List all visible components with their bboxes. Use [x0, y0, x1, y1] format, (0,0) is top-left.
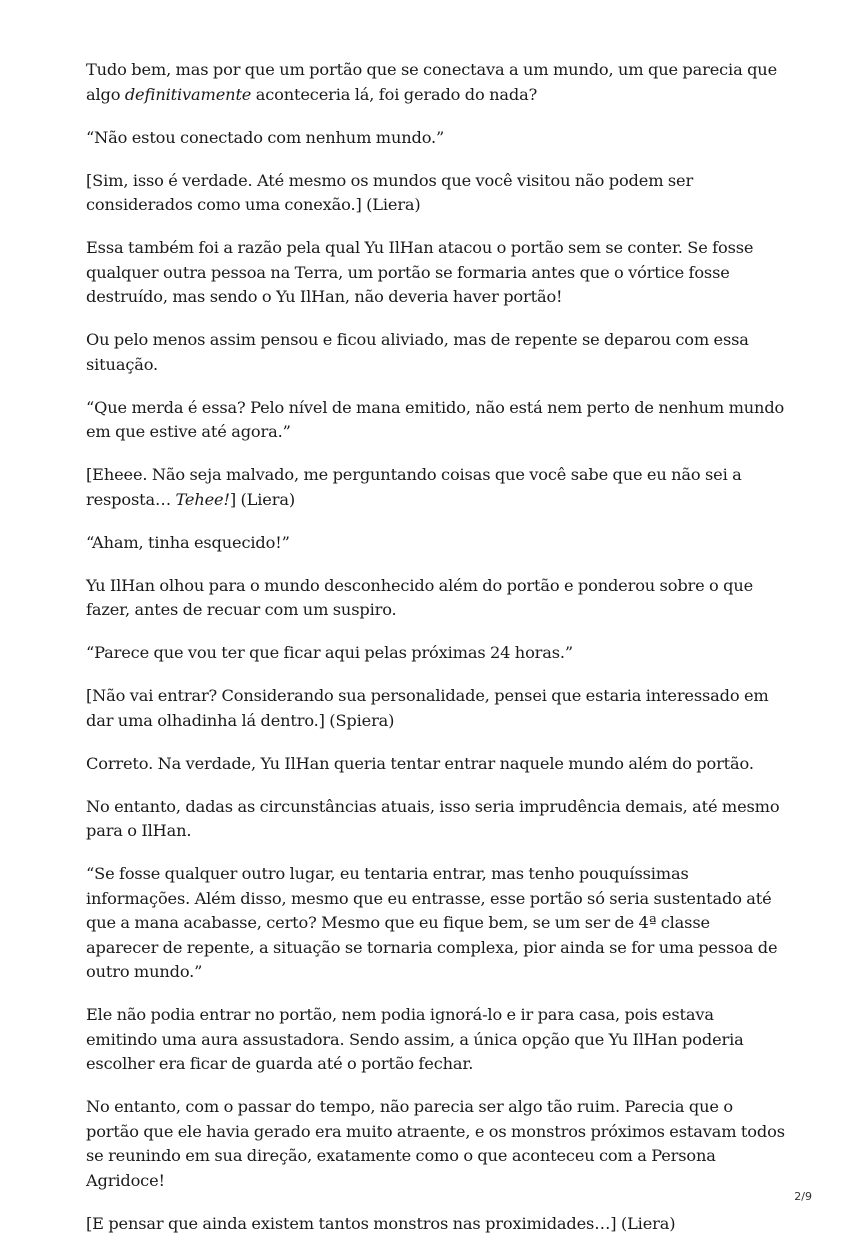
- paragraph: [86, 752, 786, 777]
- paragraph-text: [Não vai entrar? Considerando sua personalidade, pensei que estaria interessado em dar uma olhadinha lá dentro.] (Spiera): [86, 686, 769, 730]
- paragraph-text: [Eheee. Não seja malvado, me perguntando coisas que você sabe que eu não sei a resposta…: [86, 465, 742, 509]
- paragraph-text: Yu IlHan olhou para o mundo desconhecido além do portão e ponderou sobre o que fazer, antes de recuar com um suspiro.: [86, 575, 754, 619]
- paragraph-text: Tudo bem, mas por que um portão que se conectava a um mundo, um que parecia que algo: [86, 60, 777, 104]
- paragraph-text: ] (Liera): [229, 489, 295, 509]
- paragraph: [86, 641, 786, 666]
- paragraph-text: Ou pelo menos assim pensou e ficou aliviado, mas de repente se deparou com essa situação.: [86, 330, 749, 374]
- paragraph: [86, 396, 786, 445]
- emphasized-text: definitivamente: [124, 84, 252, 104]
- paragraph-text: “Não estou conectado com nenhum mundo.”: [86, 127, 445, 147]
- paragraph: [86, 574, 786, 623]
- paragraph: [86, 531, 786, 556]
- paragraph-text: “Se fosse qualquer outro lugar, eu tentaria entrar, mas tenho pouquíssimas informações. Além disso, mesmo que eu entrasse, esse portão só seria sustentado até que a mana acabasse, certo? Mesmo que eu fique bem, se um ser de 4ª classe aparecer de repente, a situação se tornaria complexa, pior ainda se for uma pessoa de outro mundo.”: [86, 864, 778, 981]
- page-number: 2/9: [794, 1190, 812, 1203]
- paragraph-text: [Sim, isso é verdade. Até mesmo os mundos que você visitou não podem ser considerados como uma conexão.] (Liera): [86, 170, 694, 214]
- paragraph: [86, 328, 786, 377]
- paragraph-text: Ele não podia entrar no portão, nem podia ignorá-lo e ir para casa, pois estava emitindo uma aura assustadora. Sendo assim, a única opção que Yu IlHan poderia escolher era ficar de guarda até o portão fechar.: [86, 1005, 744, 1073]
- paragraph: [86, 169, 786, 218]
- paragraph-text: aconteceria lá, foi gerado do nada?: [251, 84, 538, 104]
- paragraph: [86, 684, 786, 733]
- paragraph: [86, 795, 786, 844]
- emphasized-text: Tehee!: [175, 489, 230, 509]
- paragraph-text: Essa também foi a razão pela qual Yu IlHan atacou o portão sem se conter. Se fosse qualquer outra pessoa na Terra, um portão se formaria antes que o vórtice fosse destruído, mas sendo o Yu IlHan, não deveria haver portão!: [86, 238, 754, 306]
- document-body: [86, 58, 786, 1255]
- paragraph: [86, 1003, 786, 1077]
- paragraph: [86, 1212, 786, 1237]
- paragraph: [86, 126, 786, 151]
- paragraph-text: “Parece que vou ter que ficar aqui pelas próximas 24 horas.”: [86, 643, 574, 662]
- paragraph: [86, 1095, 786, 1193]
- paragraph: [86, 862, 786, 985]
- paragraph-text: Correto. Na verdade, Yu IlHan queria tentar entrar naquele mundo além do portão.: [86, 753, 754, 773]
- paragraph: [86, 236, 786, 310]
- paragraph-text: [E pensar que ainda existem tantos monstros nas proximidades…] (Liera): [86, 1213, 676, 1233]
- paragraph: [86, 58, 786, 107]
- paragraph: [86, 463, 786, 512]
- paragraph-text: “Que merda é essa? Pelo nível de mana emitido, não está nem perto de nenhum mundo em que estive até agora.”: [86, 397, 785, 441]
- paragraph-text: No entanto, dadas as circunstâncias atuais, isso seria imprudência demais, até mesmo para o IlHan.: [86, 796, 780, 840]
- paragraph-text: No entanto, com o passar do tempo, não parecia ser algo tão ruim. Parecia que o portão que ele havia gerado era muito atraente, e os monstros próximos estavam todos se reunindo em sua direção, exatamente como o que aconteceu com a Persona Agridoce!: [86, 1097, 785, 1190]
- paragraph-text: “Aham, tinha esquecido!”: [86, 532, 290, 552]
